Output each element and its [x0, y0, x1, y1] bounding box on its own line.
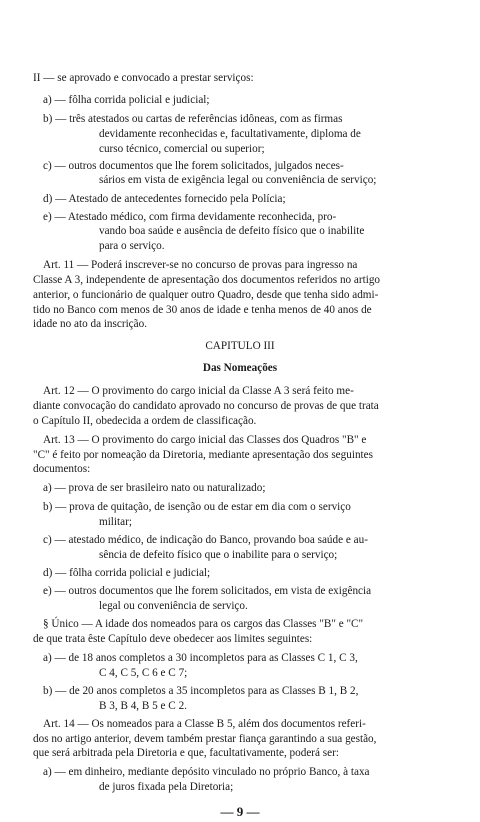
text-line: vando boa saúde e ausência de defeito físico que o inabilite	[99, 225, 365, 237]
text-line: Art. 11 — Poderá inscrever-se no concurso de provas para ingresso na	[43, 259, 358, 271]
text-line: o Capítulo II, obedecida a ordem de classificação.	[33, 415, 257, 427]
text-line: curso técnico, comercial ou superior;	[99, 143, 265, 155]
text-line: devidamente reconhecidas e, facultativamente, diploma de	[99, 128, 361, 140]
text-line: a) — de 18 anos completos a 30 incompletos para as Classes C 1, C 3,	[43, 652, 358, 664]
text-line: a) — em dinheiro, mediante depósito vinculado no próprio Banco, à taxa	[43, 766, 370, 778]
text-line: d) — Atestado de antecedentes fornecido pela Polícia;	[43, 193, 286, 205]
text-line: diante convocação do candidato aprovado no concurso de provas de que trata	[33, 400, 379, 412]
text-line: sência de defeito físico que o inabilite para o serviço;	[99, 549, 338, 561]
chapter-heading: CAPITULO III	[205, 340, 275, 352]
text-line: § Único — A idade dos nomeados para os cargos das Classes "B" e "C"	[43, 618, 364, 630]
text-line: II — se aprovado e convocado a prestar serviços:	[33, 72, 254, 84]
text-line: dos no artigo anterior, devem também prestar fiança garantindo a sua gestão,	[33, 733, 377, 745]
text-line: e) — Atestado médico, com firma devidamente reconhecida, pro-	[43, 211, 337, 223]
text-line: a) — prova de ser brasileiro nato ou naturalizado;	[43, 482, 266, 494]
text-line: c) — atestado médico, de indicação do Banco, provando boa saúde e au-	[43, 534, 368, 546]
text-line: Classe A 3, independente de apresentação dos documentos referidos no artigo	[33, 274, 381, 286]
text-line: legal ou conveniência de serviço.	[99, 600, 248, 612]
text-line: documentos:	[33, 463, 91, 475]
text-line: tido no Banco com menos de 30 anos de idade e tenha menos de 40 anos de	[33, 304, 372, 316]
text-line: sários em vista de exigência legal ou conveniência de serviço;	[99, 174, 377, 186]
text-line: b) — três atestados ou cartas de referências idôneas, com as firmas	[43, 113, 343, 125]
text-line: C 4, C 5, C 6 e C 7;	[99, 667, 188, 679]
text-line: b) — de 20 anos completos a 35 incompletos para as Classes B 1, B 2,	[43, 685, 359, 697]
text-line: para o serviço.	[99, 240, 165, 252]
text-line: Art. 13 — O provimento do cargo inicial das Classes dos Quadros "B" e	[43, 434, 367, 446]
text-line: b) — prova de quitação, de isenção ou de estar em dia com o serviço	[43, 501, 351, 513]
section-heading: Das Nomeações	[202, 362, 278, 374]
page-number: — 9 —	[220, 804, 260, 819]
text-line: B 3, B 4, B 5 e C 2.	[99, 700, 187, 712]
text-line: a) — fôlha corrida policial e judicial;	[43, 94, 210, 106]
text-line: de juros fixada pela Diretoria;	[99, 781, 234, 793]
text-line: de que trata êste Capítulo deve obedecer aos limites seguintes:	[33, 633, 313, 645]
text-line: Art. 14 — Os nomeados para a Classe B 5, além dos documentos referi-	[43, 718, 366, 730]
text-line: idade no ato da inscrição.	[33, 318, 148, 330]
text-line: que será arbitrada pela Diretoria e que, facultativamente, poderá ser:	[33, 747, 339, 759]
text-line: c) — outros documentos que lhe forem solicitados, julgados neces-	[43, 160, 344, 172]
text-line: e) — outros documentos que lhe forem solicitados, em vista de exigência	[43, 585, 372, 597]
text-line: anterior, o funcionário de qualquer outro Quadro, desde que tenha sido admi-	[33, 289, 379, 301]
text-line: militar;	[99, 516, 132, 528]
text-line: "C" é feito por nomeação da Diretoria, mediante apresentação dos seguintes	[33, 449, 373, 461]
text-line: d) — fôlha corrida policial e judicial;	[43, 567, 211, 579]
text-line: Art. 12 — O provimento do cargo inicial da Classe A 3 será feito me-	[43, 385, 354, 397]
